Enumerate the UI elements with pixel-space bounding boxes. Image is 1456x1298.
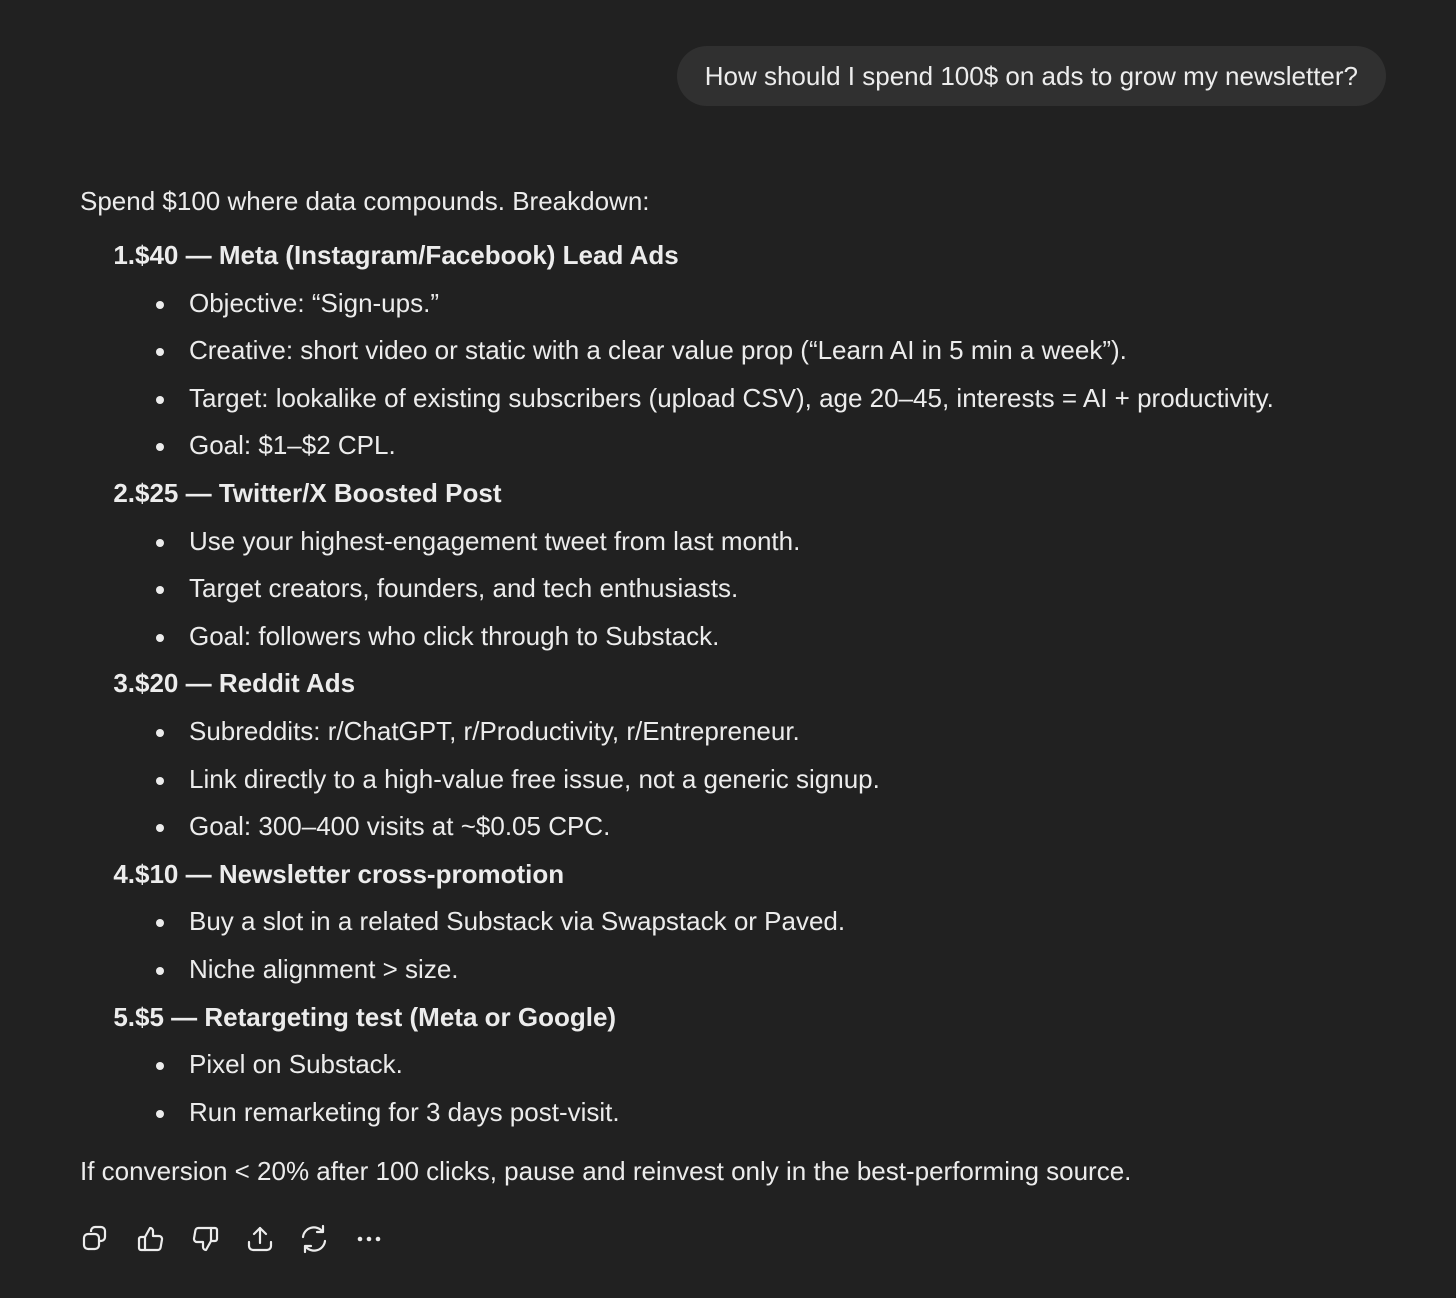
step-number: 1. bbox=[113, 240, 135, 270]
list-item: Target creators, founders, and tech enthusiasts. bbox=[80, 565, 1400, 613]
step-title: $20 — Reddit Ads bbox=[135, 668, 356, 699]
step-item bbox=[80, 660, 1400, 850]
list-item: Target: lookalike of existing subscribers (upload CSV), age 20–45, interests = AI + productivity. bbox=[80, 375, 1400, 423]
step-title: $5 — Retargeting test (Meta or Google) bbox=[135, 1001, 617, 1032]
copy-icon bbox=[80, 1223, 112, 1255]
step-number: 4. bbox=[113, 858, 135, 889]
share-icon bbox=[244, 1223, 276, 1255]
bullet-list bbox=[80, 898, 1400, 993]
bullet-list bbox=[80, 708, 1400, 851]
list-item: Run remarketing for 3 days post-visit. bbox=[80, 1089, 1400, 1137]
list-item: Subreddits: r/ChatGPT, r/Productivity, r/Entrepreneur. bbox=[80, 708, 1400, 756]
step-title: $25 — Twitter/X Boosted Post bbox=[135, 477, 502, 508]
step-item bbox=[80, 994, 1400, 1137]
list-item: Goal: 300–400 visits at ~$0.05 CPC. bbox=[80, 803, 1400, 851]
more-options-button[interactable] bbox=[353, 1220, 408, 1258]
user-message-text: How should I spend 100$ on ads to grow my newsletter? bbox=[704, 60, 1358, 91]
list-item: Niche alignment > size. bbox=[80, 946, 1400, 994]
step-title: $10 — Newsletter cross-promotion bbox=[135, 858, 565, 889]
bullet-list bbox=[80, 518, 1400, 661]
user-message-bubble bbox=[677, 46, 1386, 106]
thumbs-up-icon bbox=[135, 1223, 167, 1255]
step-item bbox=[80, 232, 1400, 470]
response-outro: If conversion < 20% after 100 clicks, pause and reinvest only in the best-performing source. bbox=[80, 1156, 1132, 1187]
response-intro: Spend $100 where data compounds. Breakdown: bbox=[80, 186, 650, 216]
more-icon bbox=[353, 1223, 385, 1255]
regenerate-button[interactable] bbox=[298, 1220, 353, 1258]
list-item: Use your highest-engagement tweet from last month. bbox=[80, 518, 1400, 566]
thumbs-down-button[interactable] bbox=[189, 1220, 244, 1258]
thumbs-up-button[interactable] bbox=[135, 1220, 190, 1258]
step-item bbox=[80, 470, 1400, 660]
list-item: Pixel on Substack. bbox=[80, 1041, 1400, 1089]
thumbs-down-icon bbox=[189, 1223, 221, 1255]
bullet-list bbox=[80, 1041, 1400, 1136]
bullet-list bbox=[80, 280, 1400, 470]
list-item: Buy a slot in a related Substack via Swapstack or Paved. bbox=[80, 898, 1400, 946]
list-item: Goal: $1–$2 CPL. bbox=[80, 422, 1400, 470]
response-actions bbox=[80, 1220, 408, 1258]
regenerate-icon bbox=[298, 1223, 330, 1255]
step-title: $40 — Meta (Instagram/Facebook) Lead Ads bbox=[135, 240, 679, 270]
list-item: Goal: followers who click through to Substack. bbox=[80, 613, 1400, 661]
step-number: 5. bbox=[113, 1001, 135, 1032]
steps-list bbox=[80, 232, 1400, 1136]
copy-button[interactable] bbox=[80, 1220, 135, 1258]
list-item: Creative: short video or static with a clear value prop (“Learn AI in 5 min a week”). bbox=[80, 327, 1400, 375]
share-button[interactable] bbox=[244, 1220, 299, 1258]
step-number: 2. bbox=[113, 477, 135, 508]
list-item: Objective: “Sign-ups.” bbox=[80, 280, 1400, 328]
step-item bbox=[80, 851, 1400, 994]
step-number: 3. bbox=[113, 668, 135, 699]
list-item: Link directly to a high-value free issue, not a generic signup. bbox=[80, 756, 1400, 804]
assistant-response bbox=[80, 178, 1400, 1194]
